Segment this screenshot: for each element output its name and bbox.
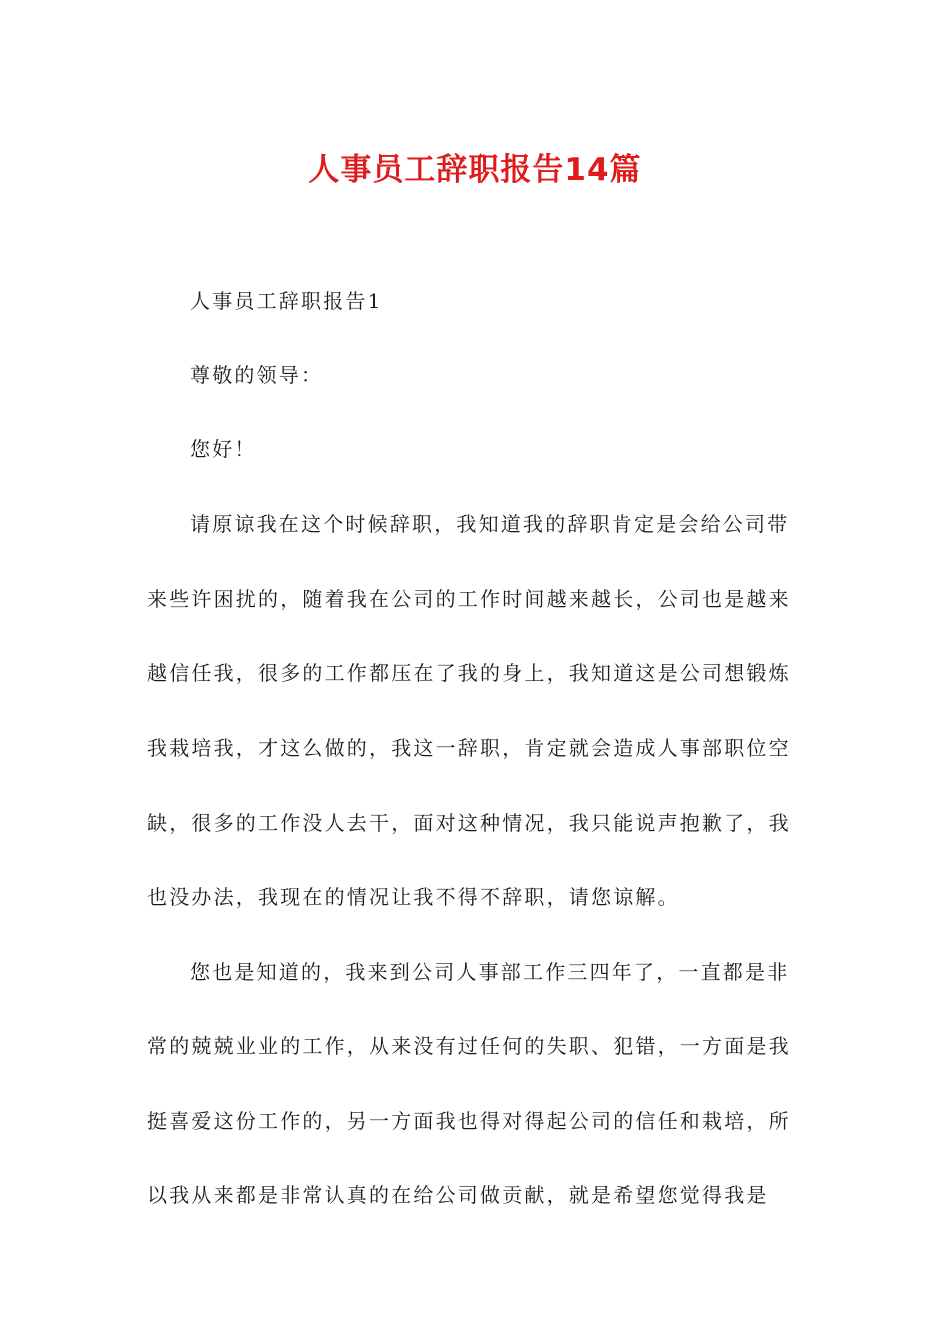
salutation: 尊敬的领导： <box>190 363 324 387</box>
document-title: 人事员工辞职报告14篇 <box>308 152 642 188</box>
greeting: 您好！ <box>190 437 257 461</box>
paragraph-line: 也没办法，我现在的情况让我不得不辞职，请您谅解。 <box>147 885 680 909</box>
paragraph-line: 您也是知道的，我来到公司人事部工作三四年了，一直都是非 <box>190 960 790 984</box>
paragraph-line: 请原谅我在这个时候辞职，我知道我的辞职肯定是会给公司带 <box>190 512 790 536</box>
paragraph-line: 来些许困扰的，随着我在公司的工作时间越来越长，公司也是越来 <box>147 587 791 611</box>
section-heading: 人事员工辞职报告1 <box>190 289 383 313</box>
paragraph-line: 以我从来都是非常认真的在给公司做贡献，就是希望您觉得我是 <box>147 1183 769 1207</box>
paragraph-line: 我栽培我，才这么做的，我这一辞职，肯定就会造成人事部职位空 <box>147 736 791 760</box>
paragraph-line: 越信任我，很多的工作都压在了我的身上，我知道这是公司想锻炼 <box>147 661 791 685</box>
paragraph-line: 缺，很多的工作没人去干，面对这种情况，我只能说声抱歉了，我 <box>147 811 791 835</box>
paragraph-line: 挺喜爱这份工作的，另一方面我也得对得起公司的信任和栽培，所 <box>147 1109 791 1133</box>
paragraph-line: 常的兢兢业业的工作，从来没有过任何的失职、犯错，一方面是我 <box>147 1034 791 1058</box>
